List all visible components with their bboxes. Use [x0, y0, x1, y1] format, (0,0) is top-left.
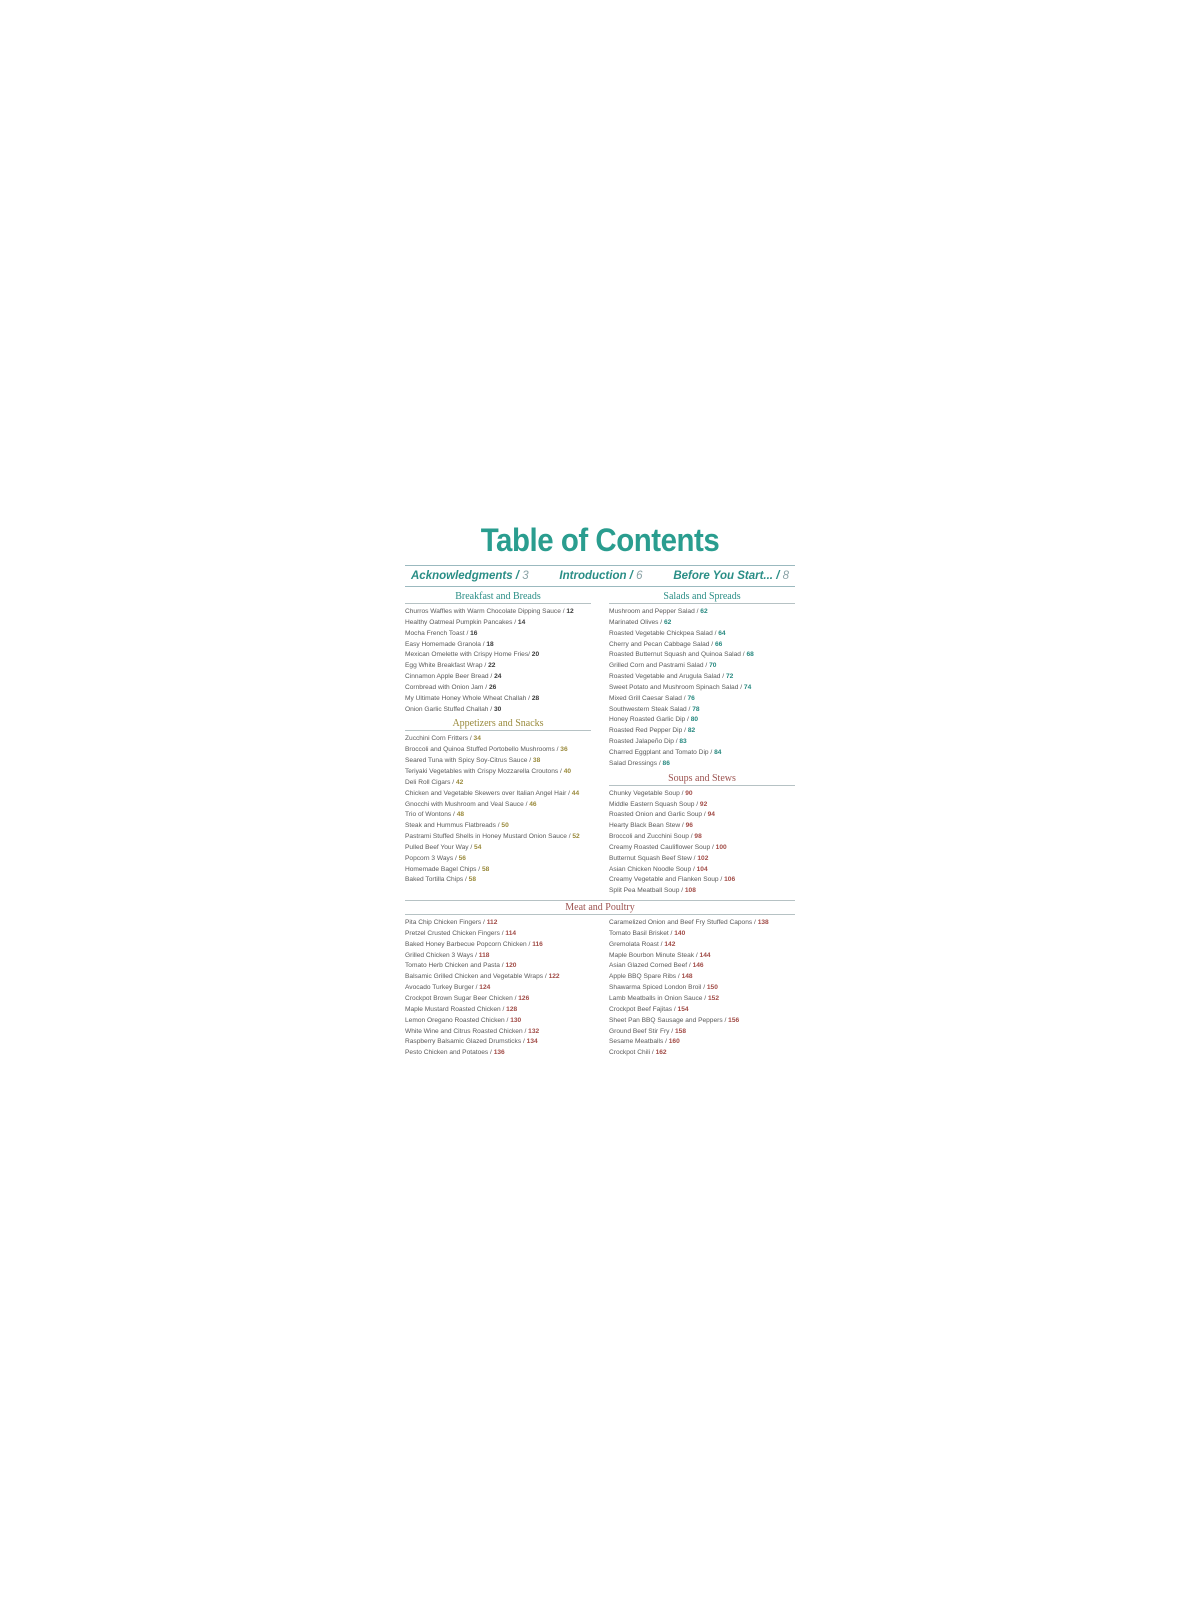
entry-page-number: 83	[679, 738, 687, 746]
entry-title: Butternut Squash Beef Stew /	[609, 854, 696, 862]
toc-entry[interactable]	[405, 1048, 591, 1059]
entry-page-number: 40	[563, 767, 572, 775]
entry-title: Crockpot Chili /	[609, 1049, 654, 1057]
toc-entry[interactable]	[405, 843, 591, 854]
toc-entry[interactable]	[405, 972, 591, 983]
entry-page-number: 72	[725, 673, 734, 681]
entry-page-number: 90	[685, 789, 693, 797]
toc-entry[interactable]	[609, 618, 795, 629]
toc-entry[interactable]	[609, 672, 795, 683]
entry-page-number: 34	[473, 735, 481, 743]
page-title: Table of Contents	[480, 522, 720, 558]
link-page: 8	[782, 570, 789, 582]
entry-page-number: 52	[572, 833, 580, 841]
entry-title: Easy Homemade Granola /	[405, 640, 485, 648]
entry-title: Sheet Pan BBQ Sausage and Peppers /	[609, 1016, 727, 1024]
entry-title: Lemon Oregano Roasted Chicken /	[405, 1016, 509, 1024]
entry-page-number: 112	[486, 919, 498, 927]
entry-page-number: 22	[488, 662, 496, 670]
toc-link-acknowledgments[interactable]	[411, 570, 529, 582]
entry-title: Balsamic Grilled Chicken and Vegetable Wraps /	[405, 973, 547, 981]
entry-page-number: 96	[685, 822, 693, 830]
entry-title: Homemade Bagel Chips /	[405, 865, 481, 873]
toc-entry[interactable]	[405, 994, 591, 1005]
entry-page-number: 158	[674, 1027, 686, 1035]
entry-title: Roasted Butternut Squash and Quinoa Salad /	[609, 651, 745, 659]
entry-page-number: 150	[706, 984, 718, 992]
toc-entry[interactable]	[405, 1016, 591, 1027]
entry-title: Lamb Meatballs in Onion Sauce /	[609, 995, 707, 1002]
entry-page-number: 66	[714, 640, 723, 648]
entry-title: White Wine and Citrus Roasted Chicken /	[405, 1027, 527, 1035]
toc-entry[interactable]	[609, 694, 795, 705]
entry-title: Crockpot Beef Fajitas /	[609, 1005, 676, 1013]
entry-title: My Ultimate Honey Whole Wheat Challah /	[405, 694, 530, 702]
toc-entry[interactable]	[405, 767, 591, 778]
entry-title: Mexican Omelette with Crispy Home Fries/	[405, 651, 530, 659]
entry-title: Hearty Black Bean Stew /	[609, 822, 684, 830]
entry-page-number: 146	[692, 962, 704, 970]
entry-title: Churros Waffles with Warm Chocolate Dipping Sauce /	[405, 608, 565, 615]
entry-title: Charred Eggplant and Tomato Dip /	[609, 748, 713, 756]
entry-page-number: 118	[478, 951, 490, 959]
entry-page-number: 62	[663, 618, 672, 626]
entry-page-number: 134	[526, 1038, 538, 1046]
entry-page-number: 38	[532, 757, 541, 765]
entry-page-number: 28	[531, 694, 540, 702]
entry-title: Asian Glazed Corned Beef /	[609, 962, 691, 970]
entry-page-number: 74	[743, 683, 752, 691]
entry-title: Gremolata Roast /	[609, 940, 663, 948]
entry-title: Broccoli and Zucchini Soup /	[609, 833, 693, 841]
entry-title: Zucchini Corn Fritters /	[405, 735, 472, 743]
toc-entry[interactable]	[405, 821, 591, 832]
entry-title: Popcorn 3 Ways /	[405, 854, 457, 862]
link-page: 6	[636, 570, 643, 582]
toc-entry[interactable]	[609, 629, 795, 640]
entry-title: Steak and Hummus Flatbreads /	[405, 822, 500, 830]
entry-title: Asian Chicken Noodle Soup /	[609, 865, 695, 873]
entry-page-number: 162	[655, 1049, 667, 1057]
toc-entry[interactable]	[609, 810, 795, 821]
entry-page-number: 42	[455, 778, 464, 786]
entry-page-number: 138	[757, 919, 769, 927]
toc-entry[interactable]	[405, 607, 591, 618]
entry-page-number: 152	[707, 995, 719, 1002]
toc-entry[interactable]	[609, 875, 795, 886]
toc-entry[interactable]	[609, 951, 795, 962]
toc-entry[interactable]	[609, 650, 795, 661]
entry-page-number: 124	[479, 984, 491, 992]
toc-entry[interactable]	[609, 789, 795, 800]
soups-list	[609, 789, 795, 897]
entry-title: Honey Roasted Garlic Dip /	[609, 716, 689, 724]
entry-page-number: 82	[687, 727, 696, 735]
toc-entry[interactable]	[405, 618, 591, 629]
entry-title: Pita Chip Chicken Fingers /	[405, 919, 485, 927]
entry-page-number: 80	[690, 716, 699, 724]
entry-page-number: 62	[700, 608, 708, 615]
toc-entry[interactable]	[609, 607, 795, 618]
entry-page-number: 54	[474, 843, 482, 851]
toc-entry[interactable]	[405, 672, 591, 683]
entry-page-number: 30	[493, 705, 502, 713]
entry-title: Egg White Breakfast Wrap /	[405, 662, 487, 670]
meat-left-column	[405, 918, 591, 1061]
entry-title: Mushroom and Pepper Salad /	[609, 608, 699, 615]
entry-title: Grilled Corn and Pastrami Salad /	[609, 662, 708, 670]
toc-page	[405, 520, 795, 1080]
entry-page-number: 24	[494, 673, 502, 681]
entry-page-number: 70	[709, 662, 717, 670]
entry-page-number: 36	[560, 746, 568, 754]
entry-page-number: 12	[566, 608, 574, 615]
entry-title: Split Pea Meatball Soup /	[609, 887, 684, 895]
entry-page-number: 120	[505, 962, 517, 970]
toc-entry[interactable]	[609, 843, 795, 854]
toc-entry[interactable]	[609, 918, 795, 929]
entry-title: Baked Honey Barbecue Popcorn Chicken /	[405, 940, 531, 948]
toc-entry[interactable]	[609, 800, 795, 811]
entry-page-number: 56	[458, 854, 466, 862]
entry-title: Healthy Oatmeal Pumpkin Pancakes /	[405, 618, 517, 626]
entry-title: Cinnamon Apple Beer Bread /	[405, 673, 493, 681]
toc-entry[interactable]	[405, 650, 591, 661]
section-heading-appetizers: Appetizers and Snacks	[405, 717, 591, 731]
entry-page-number: 114	[505, 929, 517, 937]
toc-entry[interactable]	[609, 1037, 795, 1048]
entry-title: Chunky Vegetable Soup /	[609, 789, 684, 797]
entry-title: Caramelized Onion and Beef Fry Stuffed Capons /	[609, 919, 756, 927]
entry-title: Chicken and Vegetable Skewers over Italian Angel Hair /	[405, 789, 570, 797]
entry-title: Roasted Onion and Garlic Soup /	[609, 811, 706, 819]
link-label: Acknowledgments /	[411, 570, 519, 582]
toc-entry[interactable]	[609, 994, 795, 1005]
toc-entry[interactable]	[405, 832, 591, 843]
entry-title: Salad Dressings /	[609, 759, 661, 767]
entry-title: Pulled Beef Your Way /	[405, 843, 473, 851]
entry-title: Raspberry Balsamic Glazed Drumsticks /	[405, 1038, 525, 1046]
entry-page-number: 128	[506, 1005, 518, 1013]
entry-title: Pastrami Stuffed Shells in Honey Mustard Onion Sauce /	[405, 833, 571, 841]
upper-columns	[405, 589, 795, 899]
entry-page-number: 84	[714, 748, 722, 756]
entry-title: Sesame Meatballs /	[609, 1038, 667, 1046]
entry-page-number: 108	[684, 887, 696, 895]
entry-page-number: 148	[681, 973, 693, 981]
toc-entry[interactable]	[609, 640, 795, 651]
entry-title: Ground Beef Stir Fry /	[609, 1027, 674, 1035]
entry-page-number: 136	[493, 1049, 505, 1057]
appetizers-list	[405, 734, 591, 886]
entry-page-number: 58	[468, 876, 477, 884]
entry-page-number: 50	[501, 822, 509, 830]
entry-title: Roasted Vegetable and Arugula Salad /	[609, 673, 725, 681]
entry-page-number: 130	[510, 1016, 522, 1024]
toc-entry[interactable]	[405, 661, 591, 672]
toc-entry[interactable]	[405, 705, 591, 716]
entry-title: Mixed Grill Caesar Salad /	[609, 694, 686, 702]
entry-page-number: 92	[699, 800, 708, 808]
toc-entry[interactable]	[405, 1037, 591, 1048]
meat-right-column	[609, 918, 795, 1061]
entry-page-number: 86	[662, 759, 670, 767]
toc-entry[interactable]	[405, 789, 591, 800]
entry-page-number: 14	[517, 618, 526, 626]
entry-title: Seared Tuna with Spicy Soy-Citrus Sauce /	[405, 757, 532, 765]
entry-title: Tomato Basil Brisket /	[609, 929, 673, 937]
toc-entry[interactable]	[405, 629, 591, 640]
toc-entry[interactable]	[405, 810, 591, 821]
entry-page-number: 64	[718, 629, 726, 637]
toc-entry[interactable]	[405, 745, 591, 756]
entry-page-number: 122	[548, 973, 560, 981]
entry-title: Pesto Chicken and Potatoes /	[405, 1049, 492, 1057]
toc-entry[interactable]	[405, 1027, 591, 1038]
entry-title: Tomato Herb Chicken and Pasta /	[405, 962, 504, 970]
toc-entry[interactable]	[405, 1005, 591, 1016]
toc-entry[interactable]	[405, 800, 591, 811]
entry-page-number: 44	[571, 789, 580, 797]
link-label: Introduction /	[559, 570, 633, 582]
toc-entry[interactable]	[405, 694, 591, 705]
section-heading-salads: Salads and Spreads	[609, 590, 795, 604]
toc-entry[interactable]	[405, 778, 591, 789]
entry-title: Broccoli and Quinoa Stuffed Portobello Mushrooms /	[405, 746, 559, 754]
entry-page-number: 106	[724, 876, 736, 884]
toc-entry[interactable]	[405, 929, 591, 940]
toc-entry[interactable]	[609, 748, 795, 759]
entry-title: Creamy Roasted Cauliflower Soup /	[609, 843, 714, 851]
toc-entry[interactable]	[609, 737, 795, 748]
entry-title: Cherry and Pecan Cabbage Salad /	[609, 640, 714, 648]
toc-entry[interactable]	[405, 756, 591, 767]
toc-entry[interactable]	[609, 726, 795, 737]
entry-page-number: 20	[531, 651, 540, 659]
entry-title: Southwestern Steak Salad /	[609, 705, 691, 713]
entry-page-number: 18	[486, 640, 494, 648]
toc-entry[interactable]	[609, 1005, 795, 1016]
toc-entry[interactable]	[405, 640, 591, 651]
entry-title: Maple Mustard Roasted Chicken /	[405, 1005, 505, 1013]
toc-entry[interactable]	[405, 854, 591, 865]
toc-entry[interactable]	[609, 715, 795, 726]
entry-page-number: 78	[692, 705, 700, 713]
entry-page-number: 142	[664, 940, 676, 948]
entry-page-number: 76	[687, 694, 695, 702]
entry-title: Marinated Olives /	[609, 618, 663, 626]
entry-title: Apple BBQ Spare Ribs /	[609, 973, 680, 981]
entry-title: Creamy Vegetable and Flanken Soup /	[609, 876, 723, 884]
entry-page-number: 26	[488, 683, 497, 691]
toc-entry[interactable]	[609, 972, 795, 983]
entry-title: Crockpot Brown Sugar Beer Chicken /	[405, 995, 517, 1002]
toc-entry[interactable]	[609, 821, 795, 832]
entry-page-number: 48	[456, 811, 465, 819]
entry-page-number: 116	[532, 940, 543, 948]
toc-entry[interactable]	[609, 865, 795, 876]
link-page: 3	[522, 570, 529, 582]
entry-page-number: 46	[529, 800, 537, 808]
right-column	[609, 589, 795, 899]
lower-columns	[405, 918, 795, 1061]
entry-title: Cornbread with Onion Jam /	[405, 683, 488, 691]
entry-title: Roasted Vegetable Chickpea Salad /	[609, 629, 717, 637]
entry-title: Mocha French Toast /	[405, 629, 469, 637]
entry-title: Pretzel Crusted Chicken Fingers /	[405, 929, 504, 937]
section-heading-meat: Meat and Poultry	[405, 900, 795, 915]
entry-title: Baked Tortilla Chips /	[405, 876, 467, 884]
toc-entry[interactable]	[609, 929, 795, 940]
entry-title: Avocado Turkey Burger /	[405, 984, 478, 992]
toc-entry[interactable]	[405, 961, 591, 972]
toc-entry[interactable]	[405, 940, 591, 951]
entry-title: Gnocchi with Mushroom and Veal Sauce /	[405, 800, 528, 808]
toc-entry[interactable]	[609, 683, 795, 694]
meat-left-list	[405, 918, 591, 1059]
breakfast-list	[405, 607, 591, 715]
entry-title: Grilled Chicken 3 Ways /	[405, 951, 477, 959]
toc-entry[interactable]	[609, 940, 795, 951]
toc-entry[interactable]	[405, 983, 591, 994]
toc-entry[interactable]	[609, 854, 795, 865]
toc-entry[interactable]	[609, 832, 795, 843]
entry-title: Trio of Wontons /	[405, 811, 455, 819]
toc-entry[interactable]	[609, 705, 795, 716]
entry-page-number: 132	[528, 1027, 540, 1035]
entry-title: Sweet Potato and Mushroom Spinach Salad /	[609, 683, 743, 691]
entry-page-number: 68	[746, 651, 754, 659]
toc-entry[interactable]	[609, 759, 795, 770]
toc-entry[interactable]	[609, 983, 795, 994]
entry-page-number: 126	[518, 995, 530, 1002]
entry-page-number: 140	[674, 929, 686, 937]
toc-entry[interactable]	[609, 886, 795, 897]
entry-page-number: 156	[728, 1016, 740, 1024]
toc-entry[interactable]	[609, 961, 795, 972]
entry-title: Onion Garlic Stuffed Challah /	[405, 705, 493, 713]
toc-entry[interactable]	[405, 918, 591, 929]
toc-link-before-you-start[interactable]	[673, 570, 789, 582]
entry-title: Maple Bourbon Minute Steak /	[609, 951, 698, 959]
toc-entry[interactable]	[609, 1027, 795, 1038]
entry-page-number: 160	[668, 1038, 680, 1046]
left-column	[405, 589, 591, 899]
toc-entry[interactable]	[609, 1048, 795, 1059]
meat-right-list	[609, 918, 795, 1059]
entry-page-number: 58	[481, 865, 490, 873]
entry-title: Teriyaki Vegetables with Crispy Mozzarella Croutons /	[405, 767, 562, 775]
toc-link-introduction[interactable]	[559, 570, 642, 582]
toc-entry[interactable]	[405, 865, 591, 876]
toc-entry[interactable]	[405, 875, 591, 886]
entry-page-number: 104	[696, 865, 708, 873]
toc-entry[interactable]	[405, 683, 591, 694]
entry-page-number: 16	[470, 629, 478, 637]
toc-entry[interactable]	[609, 661, 795, 672]
entry-title: Shawarma Spiced London Broil /	[609, 984, 706, 992]
section-heading-breakfast: Breakfast and Breads	[405, 590, 591, 604]
section-heading-soups: Soups and Stews	[609, 772, 795, 786]
entry-page-number: 100	[715, 843, 727, 851]
entry-page-number: 102	[697, 854, 709, 862]
toc-entry[interactable]	[405, 951, 591, 962]
link-label: Before You Start... /	[673, 570, 780, 582]
entry-page-number: 154	[677, 1005, 689, 1013]
toc-entry[interactable]	[609, 1016, 795, 1027]
front-matter-bar	[405, 565, 795, 587]
toc-entry[interactable]	[405, 734, 591, 745]
entry-page-number: 94	[707, 811, 715, 819]
entry-page-number: 98	[694, 833, 702, 841]
entry-page-number: 144	[699, 951, 711, 959]
salads-list	[609, 607, 795, 770]
entry-title: Roasted Jalapeño Dip /	[609, 738, 678, 746]
entry-title: Roasted Red Pepper Dip /	[609, 727, 686, 735]
entry-title: Deli Roll Cigars /	[405, 778, 455, 786]
entry-title: Middle Eastern Squash Soup /	[609, 800, 699, 808]
